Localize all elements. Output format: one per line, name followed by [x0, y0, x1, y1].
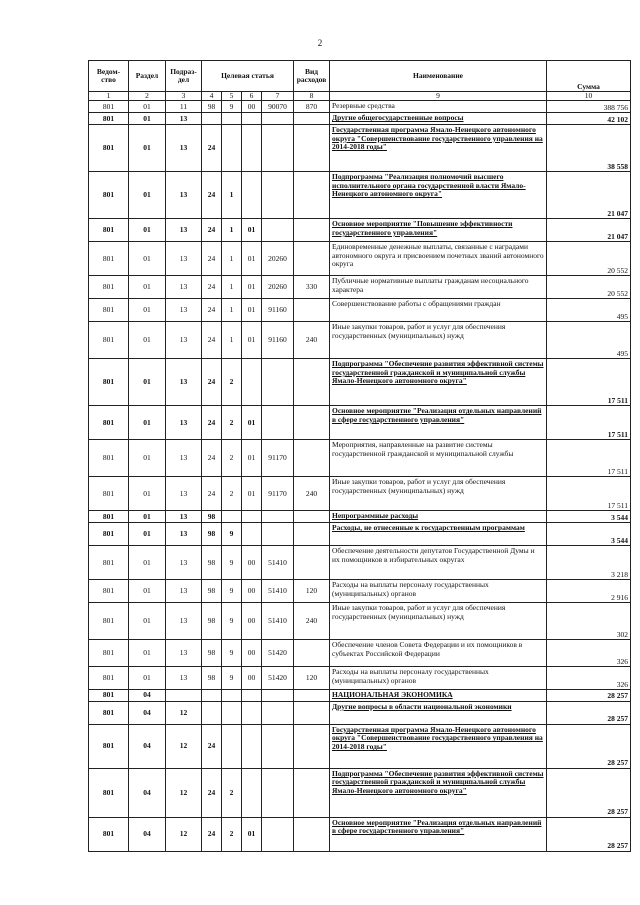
cell-target-program: 98	[202, 603, 222, 640]
cell-target-program: 24	[202, 172, 222, 219]
cell-target-activity: 01	[242, 276, 262, 299]
cell-amount: 3 544	[547, 523, 631, 546]
table-row	[89, 172, 631, 219]
cell-section: 04	[129, 690, 166, 701]
cell-department: 801	[89, 724, 129, 768]
cell-section: 04	[129, 701, 166, 724]
col-number: 5	[222, 92, 242, 101]
cell-target-code	[262, 817, 294, 851]
cell-target-subprogram	[222, 511, 242, 523]
cell-target-subprogram: 1	[222, 276, 242, 299]
cell-name: Расходы, не отнесенные к государственным программам	[330, 523, 547, 546]
cell-target-subprogram: 1	[222, 172, 242, 219]
cell-department: 801	[89, 640, 129, 667]
cell-target-activity: 00	[242, 101, 262, 113]
cell-subsection: 13	[166, 242, 202, 276]
table-row	[89, 359, 631, 406]
cell-section: 01	[129, 640, 166, 667]
cell-target-activity	[242, 113, 262, 125]
cell-section: 01	[129, 276, 166, 299]
cell-department: 801	[89, 817, 129, 851]
cell-target-activity	[242, 690, 262, 701]
table-row	[89, 322, 631, 359]
cell-name: Непрограммные расходы	[330, 511, 547, 523]
cell-target-program: 98	[202, 667, 222, 690]
cell-amount: 302	[547, 603, 631, 640]
cell-target-subprogram	[222, 113, 242, 125]
cell-section: 04	[129, 724, 166, 768]
cell-section: 01	[129, 113, 166, 125]
cell-target-activity: 00	[242, 640, 262, 667]
cell-amount: 3 218	[547, 546, 631, 580]
cell-expense-type	[294, 724, 330, 768]
cell-target-program: 24	[202, 322, 222, 359]
cell-department: 801	[89, 113, 129, 125]
header-target: Целевая статья	[202, 61, 294, 92]
cell-target-program: 24	[202, 299, 222, 322]
cell-target-code: 51420	[262, 640, 294, 667]
cell-subsection: 13	[166, 580, 202, 603]
cell-target-subprogram: 2	[222, 817, 242, 851]
cell-expense-type	[294, 817, 330, 851]
cell-department: 801	[89, 701, 129, 724]
cell-expense-type: 240	[294, 603, 330, 640]
cell-amount: 2 916	[547, 580, 631, 603]
cell-department: 801	[89, 440, 129, 477]
cell-section: 01	[129, 523, 166, 546]
cell-expense-type	[294, 219, 330, 242]
cell-department: 801	[89, 242, 129, 276]
table-row	[89, 603, 631, 640]
cell-subsection: 13	[166, 477, 202, 511]
cell-target-program: 24	[202, 359, 222, 406]
cell-department: 801	[89, 477, 129, 511]
cell-target-code	[262, 511, 294, 523]
cell-target-subprogram	[222, 125, 242, 172]
cell-target-program: 98	[202, 580, 222, 603]
cell-target-activity: 01	[242, 440, 262, 477]
cell-department: 801	[89, 125, 129, 172]
cell-amount: 42 102	[547, 113, 631, 125]
cell-target-code	[262, 406, 294, 440]
cell-target-subprogram	[222, 690, 242, 701]
col-number: 1	[89, 92, 129, 101]
table-row	[89, 546, 631, 580]
cell-target-subprogram: 2	[222, 359, 242, 406]
cell-expense-type	[294, 640, 330, 667]
cell-expense-type	[294, 511, 330, 523]
cell-target-activity: 00	[242, 580, 262, 603]
cell-target-program: 24	[202, 219, 222, 242]
cell-target-code	[262, 172, 294, 219]
cell-expense-type	[294, 113, 330, 125]
cell-department: 801	[89, 546, 129, 580]
cell-target-subprogram: 1	[222, 299, 242, 322]
cell-name: Основное мероприятие "Реализация отдельных направлений в сфере государственного управления"	[330, 406, 547, 440]
cell-subsection: 11	[166, 101, 202, 113]
cell-target-subprogram	[222, 701, 242, 724]
cell-amount: 20 552	[547, 276, 631, 299]
cell-expense-type	[294, 701, 330, 724]
cell-target-code: 91160	[262, 322, 294, 359]
cell-name: Расходы на выплаты персоналу государственных (муниципальных) органов	[330, 580, 547, 603]
cell-target-activity	[242, 172, 262, 219]
table-row	[89, 667, 631, 690]
cell-amount: 326	[547, 640, 631, 667]
cell-name: Обеспечение членов Совета Федерации и их помощников в субъектах Российской Федерации	[330, 640, 547, 667]
cell-subsection: 12	[166, 724, 202, 768]
table-row	[89, 511, 631, 523]
cell-name: Основное мероприятие "Повышение эффективности государственного управления"	[330, 219, 547, 242]
cell-expense-type	[294, 359, 330, 406]
cell-target-activity: 01	[242, 406, 262, 440]
cell-target-activity: 01	[242, 322, 262, 359]
cell-name: Единовременные денежные выплаты, связанные с наградами автономного округа и присвоением почетных званий автономного округа	[330, 242, 547, 276]
cell-department: 801	[89, 667, 129, 690]
cell-target-subprogram: 9	[222, 101, 242, 113]
cell-target-program: 24	[202, 768, 222, 817]
cell-target-activity	[242, 125, 262, 172]
table-row	[89, 523, 631, 546]
cell-section: 01	[129, 667, 166, 690]
cell-amount: 326	[547, 667, 631, 690]
cell-target-program: 98	[202, 101, 222, 113]
col-number: 3	[166, 92, 202, 101]
cell-target-program: 24	[202, 406, 222, 440]
cell-subsection: 13	[166, 511, 202, 523]
cell-target-subprogram: 9	[222, 523, 242, 546]
cell-expense-type: 240	[294, 477, 330, 511]
cell-name: Основное мероприятие "Реализация отдельных направлений в сфере государственного управления"	[330, 817, 547, 851]
cell-subsection: 13	[166, 322, 202, 359]
cell-expense-type	[294, 440, 330, 477]
table-row	[89, 701, 631, 724]
cell-department: 801	[89, 322, 129, 359]
cell-target-code: 91160	[262, 299, 294, 322]
cell-section: 01	[129, 603, 166, 640]
cell-target-subprogram: 2	[222, 477, 242, 511]
cell-target-program: 24	[202, 477, 222, 511]
cell-name: Другие вопросы в области национальной экономики	[330, 701, 547, 724]
table-row	[89, 768, 631, 817]
table-row	[89, 640, 631, 667]
cell-target-program: 98	[202, 640, 222, 667]
cell-target-code	[262, 724, 294, 768]
cell-subsection: 13	[166, 276, 202, 299]
cell-amount: 21 047	[547, 219, 631, 242]
cell-section: 04	[129, 817, 166, 851]
cell-expense-type	[294, 406, 330, 440]
header-name: Наименование	[330, 61, 547, 92]
table-row	[89, 242, 631, 276]
cell-target-subprogram: 1	[222, 242, 242, 276]
cell-target-activity	[242, 701, 262, 724]
table-body	[89, 101, 631, 851]
cell-amount: 38 558	[547, 125, 631, 172]
cell-amount: 3 544	[547, 511, 631, 523]
cell-expense-type	[294, 125, 330, 172]
table-row	[89, 276, 631, 299]
cell-target-program: 98	[202, 511, 222, 523]
header-row	[89, 61, 631, 92]
cell-amount: 17 511	[547, 440, 631, 477]
col-number: 2	[129, 92, 166, 101]
table-row	[89, 101, 631, 113]
cell-target-subprogram: 1	[222, 322, 242, 359]
budget-table	[88, 60, 631, 852]
cell-section: 01	[129, 406, 166, 440]
col-number: 8	[294, 92, 330, 101]
cell-target-program: 24	[202, 276, 222, 299]
cell-target-code	[262, 113, 294, 125]
cell-section: 01	[129, 322, 166, 359]
cell-section: 04	[129, 768, 166, 817]
cell-target-subprogram: 9	[222, 546, 242, 580]
cell-section: 01	[129, 172, 166, 219]
table-row	[89, 817, 631, 851]
cell-target-code: 91170	[262, 477, 294, 511]
cell-target-activity	[242, 768, 262, 817]
cell-department: 801	[89, 580, 129, 603]
cell-department: 801	[89, 406, 129, 440]
cell-section: 01	[129, 440, 166, 477]
header-amount: Сумма	[547, 61, 631, 92]
cell-target-subprogram: 9	[222, 603, 242, 640]
cell-subsection: 12	[166, 701, 202, 724]
cell-section: 01	[129, 299, 166, 322]
cell-department: 801	[89, 359, 129, 406]
cell-target-code: 90070	[262, 101, 294, 113]
cell-amount: 20 552	[547, 242, 631, 276]
cell-target-activity: 00	[242, 603, 262, 640]
cell-expense-type: 120	[294, 580, 330, 603]
cell-expense-type: 330	[294, 276, 330, 299]
cell-target-activity: 01	[242, 299, 262, 322]
cell-target-subprogram: 9	[222, 640, 242, 667]
cell-amount: 17 511	[547, 477, 631, 511]
cell-name: Иные закупки товаров, работ и услуг для обеспечения государственных (муниципальных) нужд	[330, 603, 547, 640]
cell-target-code	[262, 768, 294, 817]
cell-expense-type	[294, 523, 330, 546]
cell-amount: 21 047	[547, 172, 631, 219]
cell-target-activity: 00	[242, 546, 262, 580]
cell-name: Мероприятия, направленные на развитие системы государственной гражданской и муниципальной службы	[330, 440, 547, 477]
cell-section: 01	[129, 101, 166, 113]
cell-department: 801	[89, 768, 129, 817]
cell-target-program	[202, 701, 222, 724]
cell-target-code: 20260	[262, 242, 294, 276]
cell-name: Подпрограмма "Реализация полномочий высшего исполнительного органа государственной власти Ямало-Ненецкого автономного округа"	[330, 172, 547, 219]
cell-department: 801	[89, 603, 129, 640]
cell-name: Государственная программа Ямало-Ненецкого автономного округа "Совершенствование государственного управления на 2014-2018 годы"	[330, 125, 547, 172]
cell-amount: 28 257	[547, 701, 631, 724]
cell-target-activity	[242, 523, 262, 546]
cell-subsection: 13	[166, 172, 202, 219]
cell-target-code: 51410	[262, 580, 294, 603]
cell-name: НАЦИОНАЛЬНАЯ ЭКОНОМИКА	[330, 690, 547, 701]
cell-expense-type	[294, 242, 330, 276]
cell-target-code	[262, 701, 294, 724]
cell-subsection: 12	[166, 817, 202, 851]
cell-section: 01	[129, 242, 166, 276]
cell-amount: 28 257	[547, 768, 631, 817]
cell-subsection: 13	[166, 640, 202, 667]
cell-expense-type	[294, 690, 330, 701]
cell-target-activity: 00	[242, 667, 262, 690]
cell-name: Резервные средства	[330, 101, 547, 113]
cell-target-subprogram: 2	[222, 406, 242, 440]
cell-target-activity	[242, 359, 262, 406]
cell-section: 01	[129, 546, 166, 580]
cell-target-subprogram: 9	[222, 580, 242, 603]
cell-amount: 388 756	[547, 101, 631, 113]
cell-expense-type	[294, 768, 330, 817]
cell-target-program: 98	[202, 546, 222, 580]
cell-amount: 28 257	[547, 690, 631, 701]
cell-amount: 28 257	[547, 817, 631, 851]
cell-expense-type	[294, 546, 330, 580]
table-row	[89, 477, 631, 511]
cell-name: Подпрограмма "Обеспечение развития эффективной системы государственной гражданской и муниципальной службы Ямало-Ненецкого автономного округа"	[330, 768, 547, 817]
cell-name: Совершенствование работы с обращениями граждан	[330, 299, 547, 322]
table-row	[89, 299, 631, 322]
cell-target-code	[262, 523, 294, 546]
cell-target-code	[262, 690, 294, 701]
col-number: 10	[547, 92, 631, 101]
cell-subsection	[166, 690, 202, 701]
cell-section: 01	[129, 125, 166, 172]
cell-target-activity: 01	[242, 242, 262, 276]
col-number: 4	[202, 92, 222, 101]
cell-section: 01	[129, 580, 166, 603]
cell-target-program	[202, 690, 222, 701]
cell-expense-type	[294, 299, 330, 322]
cell-subsection: 13	[166, 546, 202, 580]
cell-section: 01	[129, 477, 166, 511]
cell-subsection: 13	[166, 359, 202, 406]
cell-name: Другие общегосударственные вопросы	[330, 113, 547, 125]
cell-name: Подпрограмма "Обеспечение развития эффективной системы государственной гражданской и муниципальной службы Ямало-Ненецкого автономного округа"	[330, 359, 547, 406]
cell-target-subprogram: 9	[222, 667, 242, 690]
cell-target-activity: 01	[242, 817, 262, 851]
cell-department: 801	[89, 172, 129, 219]
cell-subsection: 13	[166, 299, 202, 322]
cell-target-subprogram: 2	[222, 440, 242, 477]
header-expense-type: Вид расходов	[294, 61, 330, 92]
cell-target-code: 91170	[262, 440, 294, 477]
cell-subsection: 13	[166, 125, 202, 172]
cell-subsection: 13	[166, 113, 202, 125]
cell-department: 801	[89, 101, 129, 113]
column-number-row	[89, 92, 631, 101]
header-subsection: Подраз-дел	[166, 61, 202, 92]
table-row	[89, 113, 631, 125]
cell-target-activity	[242, 724, 262, 768]
cell-expense-type: 870	[294, 101, 330, 113]
cell-target-code: 51410	[262, 546, 294, 580]
cell-expense-type	[294, 172, 330, 219]
col-number: 7	[262, 92, 294, 101]
cell-name: Иные закупки товаров, работ и услуг для обеспечения государственных (муниципальных) нужд	[330, 477, 547, 511]
cell-amount: 495	[547, 322, 631, 359]
cell-department: 801	[89, 690, 129, 701]
cell-target-program: 24	[202, 125, 222, 172]
header-department: Ведом-ство	[89, 61, 129, 92]
cell-subsection: 12	[166, 768, 202, 817]
header-section: Раздел	[129, 61, 166, 92]
cell-section: 01	[129, 219, 166, 242]
page-number: 2	[317, 38, 323, 48]
cell-amount: 17 511	[547, 359, 631, 406]
cell-target-program	[202, 113, 222, 125]
table-row	[89, 724, 631, 768]
table-row	[89, 440, 631, 477]
cell-department: 801	[89, 276, 129, 299]
cell-target-code: 51410	[262, 603, 294, 640]
cell-target-activity: 01	[242, 477, 262, 511]
cell-expense-type: 240	[294, 322, 330, 359]
cell-target-activity: 01	[242, 219, 262, 242]
col-number: 9	[330, 92, 547, 101]
cell-subsection: 13	[166, 603, 202, 640]
cell-name: Публичные нормативные выплаты гражданам несоциального характера	[330, 276, 547, 299]
cell-department: 801	[89, 299, 129, 322]
cell-subsection: 13	[166, 406, 202, 440]
cell-target-subprogram: 2	[222, 768, 242, 817]
cell-target-activity	[242, 511, 262, 523]
cell-subsection: 13	[166, 523, 202, 546]
cell-department: 801	[89, 219, 129, 242]
cell-target-code	[262, 125, 294, 172]
cell-target-subprogram	[222, 724, 242, 768]
cell-target-code: 51420	[262, 667, 294, 690]
table-row	[89, 219, 631, 242]
table-row	[89, 580, 631, 603]
cell-target-code	[262, 219, 294, 242]
cell-target-code	[262, 359, 294, 406]
cell-name: Государственная программа Ямало-Ненецкого автономного округа "Совершенствование государственного управления на 2014-2018 годы"	[330, 724, 547, 768]
cell-section: 01	[129, 359, 166, 406]
cell-department: 801	[89, 523, 129, 546]
cell-target-program: 24	[202, 242, 222, 276]
cell-subsection: 13	[166, 440, 202, 477]
cell-target-program: 98	[202, 523, 222, 546]
table-row	[89, 690, 631, 701]
cell-department: 801	[89, 511, 129, 523]
cell-amount: 495	[547, 299, 631, 322]
cell-target-code: 20260	[262, 276, 294, 299]
cell-name: Иные закупки товаров, работ и услуг для обеспечения государственных (муниципальных) нужд	[330, 322, 547, 359]
cell-section: 01	[129, 511, 166, 523]
cell-target-program: 24	[202, 817, 222, 851]
cell-amount: 17 511	[547, 406, 631, 440]
table-row	[89, 125, 631, 172]
cell-subsection: 13	[166, 219, 202, 242]
cell-target-subprogram: 1	[222, 219, 242, 242]
cell-target-program: 24	[202, 440, 222, 477]
col-number: 6	[242, 92, 262, 101]
table-row	[89, 406, 631, 440]
cell-expense-type: 120	[294, 667, 330, 690]
cell-amount: 28 257	[547, 724, 631, 768]
cell-target-program: 24	[202, 724, 222, 768]
cell-name: Обеспечение деятельности депутатов Государственной Думы и их помощников в избирательных округах	[330, 546, 547, 580]
cell-name: Расходы на выплаты персоналу государственных (муниципальных) органов	[330, 667, 547, 690]
cell-subsection: 13	[166, 667, 202, 690]
